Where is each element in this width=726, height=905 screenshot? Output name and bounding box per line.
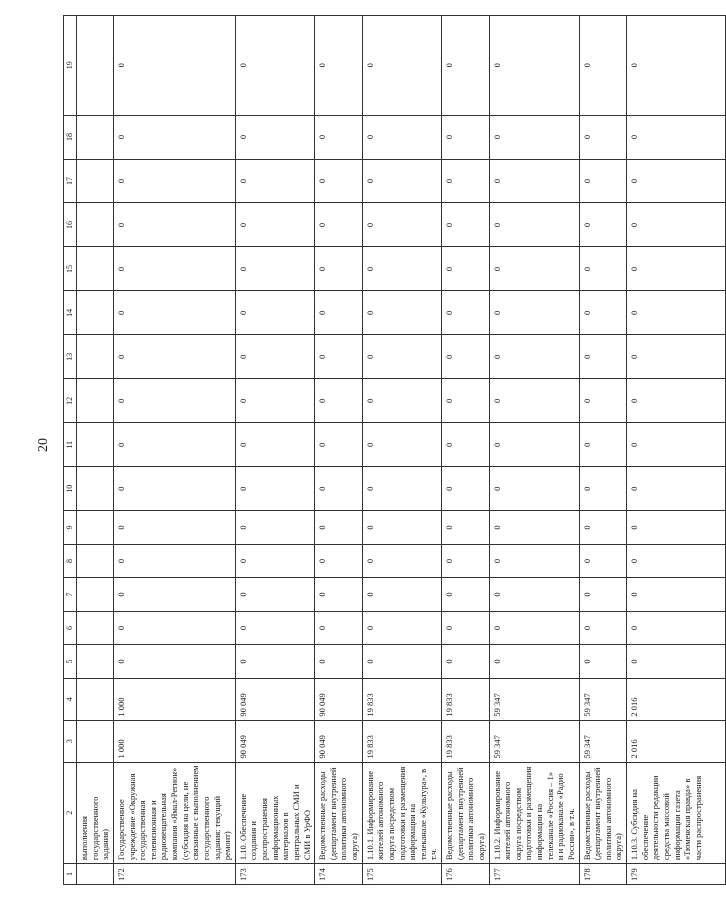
- row-number-cell: 175: [362, 864, 441, 885]
- amount-cell: [77, 611, 114, 645]
- amount-cell: 0: [362, 423, 441, 467]
- amount-cell: 0: [627, 203, 726, 247]
- amount-cell: 0: [315, 645, 363, 679]
- year-value-cell: 59 347: [579, 678, 627, 720]
- table-row: [627, 16, 726, 885]
- amount-cell: 0: [627, 16, 726, 116]
- amount-cell: 0: [362, 379, 441, 423]
- total-value-cell: [77, 720, 114, 762]
- column-header: 15: [64, 247, 77, 291]
- page-number: 20: [36, 438, 51, 452]
- amount-cell: 0: [442, 16, 490, 116]
- amount-cell: 0: [235, 511, 314, 545]
- amount-cell: 0: [113, 578, 235, 612]
- total-value-cell: 19 833: [362, 720, 441, 762]
- total-value-cell: 19 833: [442, 720, 490, 762]
- amount-cell: 0: [627, 645, 726, 679]
- year-value-cell: 1 000: [113, 678, 235, 720]
- amount-cell: 0: [235, 16, 314, 116]
- amount-cell: 0: [579, 291, 627, 335]
- amount-cell: 0: [627, 544, 726, 578]
- row-name-cell: 1.10.3. Субсидия на обеспечение деятельности редакции средства массовой информации газета «Тюменская правда» в части распространения: [627, 762, 726, 864]
- amount-cell: 0: [627, 467, 726, 511]
- amount-cell: 0: [235, 379, 314, 423]
- amount-cell: 0: [362, 511, 441, 545]
- table-row: [362, 16, 441, 885]
- year-value-cell: 59 347: [489, 678, 579, 720]
- amount-cell: 0: [627, 159, 726, 203]
- row-number-cell: 178: [579, 864, 627, 885]
- amount-cell: 0: [579, 247, 627, 291]
- amount-cell: 0: [113, 467, 235, 511]
- amount-cell: 0: [579, 578, 627, 612]
- row-name-cell: Государственное учреждение «Окружная государственная телевизионная и радиовещательная компания «Ямал-Регион» (субсидия на цели, не связанные с выполнением государственного задания: текущий ремонт): [113, 762, 235, 864]
- column-header: 5: [64, 645, 77, 679]
- amount-cell: 0: [489, 247, 579, 291]
- amount-cell: 0: [442, 291, 490, 335]
- amount-cell: 0: [235, 578, 314, 612]
- amount-cell: 0: [113, 16, 235, 116]
- amount-cell: 0: [113, 544, 235, 578]
- amount-cell: [77, 247, 114, 291]
- amount-cell: 0: [235, 291, 314, 335]
- column-header: 13: [64, 335, 77, 379]
- amount-cell: [77, 335, 114, 379]
- amount-cell: 0: [627, 291, 726, 335]
- amount-cell: 0: [315, 159, 363, 203]
- amount-cell: 0: [362, 611, 441, 645]
- row-number-cell: 179: [627, 864, 726, 885]
- amount-cell: 0: [315, 247, 363, 291]
- amount-cell: 0: [579, 159, 627, 203]
- row-name-cell: Ведомственные расходы (департамент внутренней политики автономного округа): [315, 762, 363, 864]
- table-row: [579, 16, 627, 885]
- total-value-cell: 1 000: [113, 720, 235, 762]
- amount-cell: 0: [113, 645, 235, 679]
- amount-cell: 0: [442, 511, 490, 545]
- amount-cell: 0: [315, 611, 363, 645]
- table-row: [442, 16, 490, 885]
- amount-cell: [77, 578, 114, 612]
- amount-cell: [77, 423, 114, 467]
- amount-cell: 0: [442, 379, 490, 423]
- amount-cell: 0: [442, 611, 490, 645]
- amount-cell: 0: [362, 247, 441, 291]
- amount-cell: 0: [315, 511, 363, 545]
- amount-cell: 0: [113, 291, 235, 335]
- row-name-cell: Ведомственные расходы (департамент внутренней политики автономного округа): [442, 762, 490, 864]
- table-row: [315, 16, 363, 885]
- amount-cell: 0: [315, 578, 363, 612]
- total-value-cell: 90 049: [315, 720, 363, 762]
- column-header: 3: [64, 720, 77, 762]
- amount-cell: 0: [579, 203, 627, 247]
- amount-cell: 0: [442, 423, 490, 467]
- amount-cell: 0: [235, 467, 314, 511]
- year-value-cell: 19 833: [442, 678, 490, 720]
- total-value-cell: 59 347: [489, 720, 579, 762]
- amount-cell: 0: [315, 467, 363, 511]
- amount-cell: 0: [442, 247, 490, 291]
- row-number-cell: [77, 864, 114, 885]
- amount-cell: 0: [442, 645, 490, 679]
- column-header: 14: [64, 291, 77, 335]
- amount-cell: 0: [362, 578, 441, 612]
- amount-cell: 0: [362, 159, 441, 203]
- column-header: 1: [64, 864, 77, 885]
- table-row: [235, 16, 314, 885]
- row-number-cell: 177: [489, 864, 579, 885]
- amount-cell: 0: [579, 544, 627, 578]
- amount-cell: 0: [442, 115, 490, 159]
- amount-cell: 0: [235, 423, 314, 467]
- amount-cell: 0: [579, 467, 627, 511]
- amount-cell: 0: [362, 16, 441, 116]
- amount-cell: 0: [315, 115, 363, 159]
- year-value-cell: 90 049: [235, 678, 314, 720]
- row-name-cell: 1.10.2. Информирование жителей автономного округа посредством подготовки и размещения информации на телеканале «Россия – 1» и и радиоканале «Радио России», в т.ч.: [489, 762, 579, 864]
- amount-cell: 0: [315, 203, 363, 247]
- amount-cell: 0: [235, 645, 314, 679]
- amount-cell: 0: [113, 379, 235, 423]
- table-row: [489, 16, 579, 885]
- column-header: 11: [64, 423, 77, 467]
- column-header: 16: [64, 203, 77, 247]
- amount-cell: 0: [489, 645, 579, 679]
- amount-cell: [77, 203, 114, 247]
- amount-cell: 0: [627, 115, 726, 159]
- row-name-cell: 1.10. Обеспечение создания и распространения информационных материалов в центральных СМИ и СМИ в УрФО: [235, 762, 314, 864]
- amount-cell: 0: [113, 247, 235, 291]
- amount-cell: 0: [489, 511, 579, 545]
- amount-cell: 0: [579, 423, 627, 467]
- amount-cell: 0: [362, 203, 441, 247]
- amount-cell: 0: [627, 379, 726, 423]
- column-header: 4: [64, 678, 77, 720]
- row-name-cell: 1.10.1. Информирование жителей автономного округа посредством подготовки и размещения информации на телеканале «Культура», в т.ч.: [362, 762, 441, 864]
- amount-cell: 0: [113, 335, 235, 379]
- amount-cell: 0: [113, 423, 235, 467]
- amount-cell: 0: [235, 611, 314, 645]
- amount-cell: 0: [489, 578, 579, 612]
- amount-cell: 0: [579, 379, 627, 423]
- amount-cell: 0: [489, 16, 579, 116]
- row-name-cell: выполнения государственного задания): [77, 762, 114, 864]
- amount-cell: 0: [489, 203, 579, 247]
- amount-cell: 0: [113, 611, 235, 645]
- column-header: 2: [64, 762, 77, 864]
- rotated-table-wrapper: [63, 15, 703, 885]
- table-row: [113, 16, 235, 885]
- column-header: 6: [64, 611, 77, 645]
- amount-cell: 0: [489, 467, 579, 511]
- column-header: 19: [64, 16, 77, 116]
- amount-cell: [77, 467, 114, 511]
- amount-cell: 0: [489, 423, 579, 467]
- amount-cell: [77, 115, 114, 159]
- column-header: 10: [64, 467, 77, 511]
- year-value-cell: 2 016: [627, 678, 726, 720]
- column-header: 17: [64, 159, 77, 203]
- amount-cell: [77, 16, 114, 116]
- amount-cell: 0: [315, 423, 363, 467]
- amount-cell: 0: [362, 544, 441, 578]
- amount-cell: 0: [489, 159, 579, 203]
- amount-cell: 0: [489, 611, 579, 645]
- amount-cell: 0: [442, 578, 490, 612]
- amount-cell: 0: [627, 335, 726, 379]
- amount-cell: 0: [235, 203, 314, 247]
- amount-cell: 0: [235, 247, 314, 291]
- amount-cell: 0: [113, 511, 235, 545]
- amount-cell: 0: [442, 335, 490, 379]
- amount-cell: 0: [315, 544, 363, 578]
- amount-cell: 0: [113, 203, 235, 247]
- amount-cell: [77, 645, 114, 679]
- year-value-cell: 90 049: [315, 678, 363, 720]
- amount-cell: 0: [627, 611, 726, 645]
- year-value-cell: [77, 678, 114, 720]
- table-header-row: [64, 16, 77, 885]
- column-header: 9: [64, 511, 77, 545]
- amount-cell: 0: [235, 335, 314, 379]
- table-row: [77, 16, 114, 885]
- amount-cell: 0: [489, 115, 579, 159]
- amount-cell: [77, 379, 114, 423]
- budget-table: [63, 15, 726, 885]
- amount-cell: 0: [627, 423, 726, 467]
- amount-cell: 0: [489, 335, 579, 379]
- amount-cell: 0: [362, 115, 441, 159]
- amount-cell: 0: [315, 291, 363, 335]
- amount-cell: 0: [442, 159, 490, 203]
- total-value-cell: 90 049: [235, 720, 314, 762]
- amount-cell: 0: [113, 115, 235, 159]
- amount-cell: 0: [442, 544, 490, 578]
- amount-cell: [77, 159, 114, 203]
- amount-cell: 0: [442, 467, 490, 511]
- amount-cell: 0: [315, 335, 363, 379]
- row-number-cell: 172: [113, 864, 235, 885]
- row-number-cell: 176: [442, 864, 490, 885]
- amount-cell: [77, 511, 114, 545]
- amount-cell: 0: [362, 291, 441, 335]
- amount-cell: 0: [579, 335, 627, 379]
- amount-cell: 0: [579, 16, 627, 116]
- amount-cell: 0: [362, 335, 441, 379]
- amount-cell: 0: [489, 379, 579, 423]
- amount-cell: 0: [235, 115, 314, 159]
- amount-cell: 0: [235, 544, 314, 578]
- year-value-cell: 19 833: [362, 678, 441, 720]
- total-value-cell: 59 347: [579, 720, 627, 762]
- amount-cell: 0: [362, 645, 441, 679]
- row-number-cell: 173: [235, 864, 314, 885]
- amount-cell: 0: [579, 511, 627, 545]
- amount-cell: 0: [235, 159, 314, 203]
- amount-cell: 0: [362, 467, 441, 511]
- amount-cell: 0: [315, 16, 363, 116]
- row-name-cell: Ведомственные расходы (департамент внутренней политики автономного округа): [579, 762, 627, 864]
- amount-cell: 0: [113, 159, 235, 203]
- amount-cell: 0: [579, 645, 627, 679]
- column-header: 7: [64, 578, 77, 612]
- column-header: 8: [64, 544, 77, 578]
- amount-cell: 0: [315, 379, 363, 423]
- column-header: 12: [64, 379, 77, 423]
- amount-cell: 0: [627, 511, 726, 545]
- amount-cell: 0: [489, 291, 579, 335]
- amount-cell: 0: [627, 247, 726, 291]
- column-header: 18: [64, 115, 77, 159]
- amount-cell: 0: [489, 544, 579, 578]
- amount-cell: 0: [442, 203, 490, 247]
- amount-cell: 0: [579, 115, 627, 159]
- total-value-cell: 2 016: [627, 720, 726, 762]
- amount-cell: [77, 291, 114, 335]
- amount-cell: [77, 544, 114, 578]
- row-number-cell: 174: [315, 864, 363, 885]
- amount-cell: 0: [579, 611, 627, 645]
- amount-cell: 0: [627, 578, 726, 612]
